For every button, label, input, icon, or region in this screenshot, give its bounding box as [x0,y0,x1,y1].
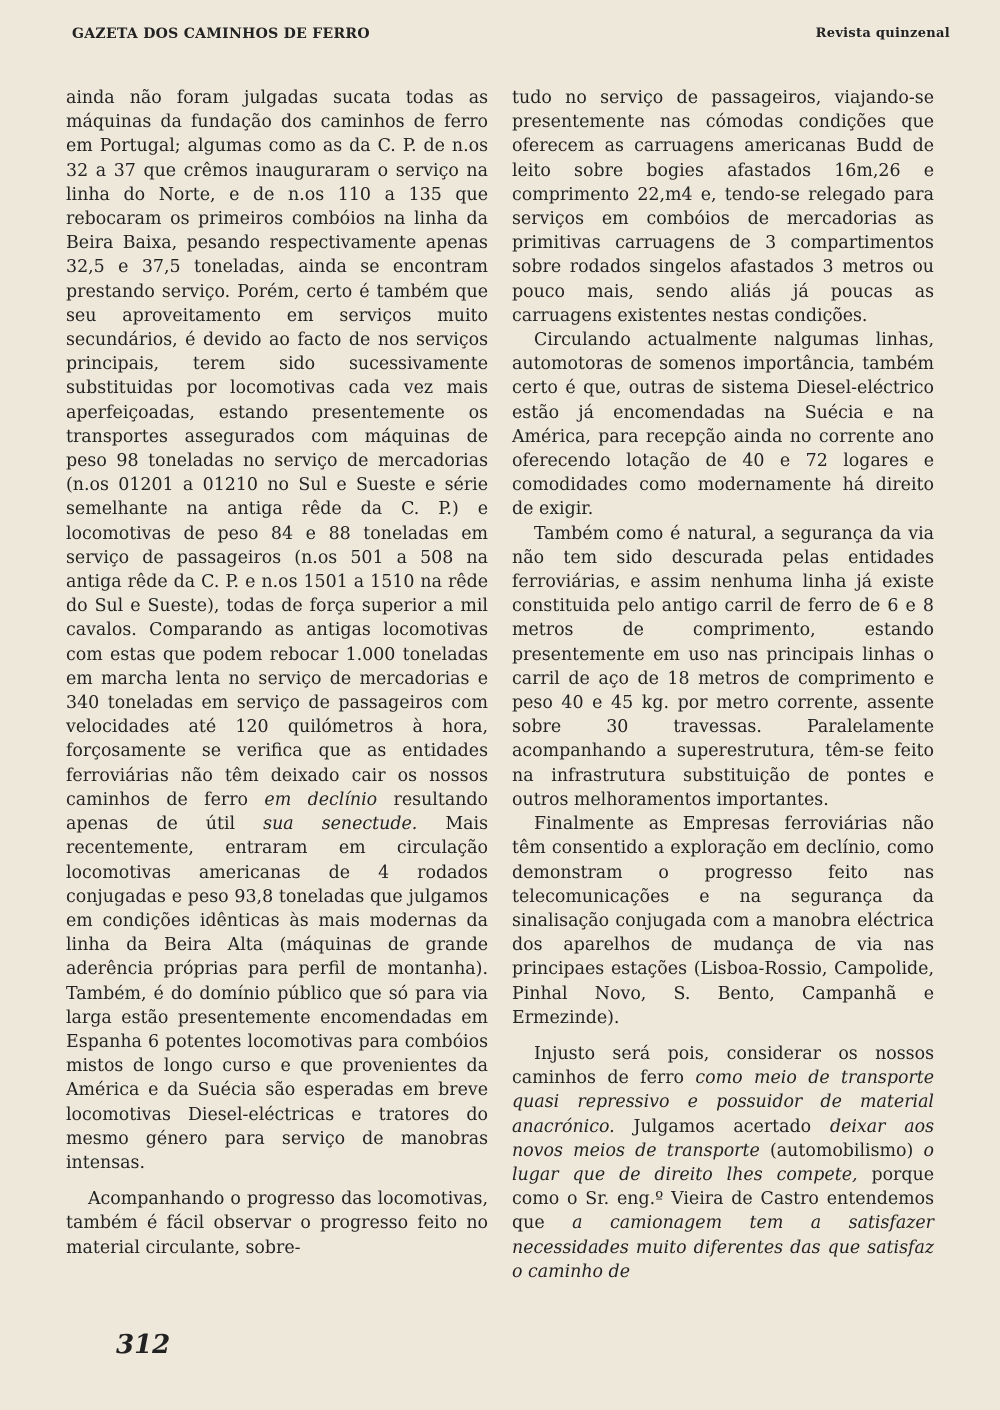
italic-phrase: deixar aos novos meios de transporte [512,1116,934,1161]
paragraph [66,86,488,1175]
paragraph-text: resultando apenas de útil [66,789,488,835]
paragraph: tudo no serviço de passageiros, viajando-se presentemente nas cómodas condições que oferecem as carruagens americanas Budd de leito sobre bogies afastados 16m,26 e comprimento 22,m4 e, tendo-se relegado para serviços em combóios de mercadorias as primitivas carruagens de 3 compartimentos sobre rodados singelos afastados 3 metros ou pouco mais, sendo aliás já poucas as carruagens existentes nestas condições. [512,88,934,326]
paragraph-text: (automobilismo) [770,1140,914,1161]
left-column [66,86,488,1260]
paragraph-text: ainda não foram julgadas sucata todas as máquinas da fundação dos caminhos de ferro em Portugal; algumas como as da C. P. de n.os 32 a 37 que crêmos inauguraram o serviço na linha do Norte, e de n.os 110 a 135 que rebocaram os primeiros combóios na linha da Beira Baixa, pesando respectivamente apenas 32,5 e 37,5 toneladas, ainda se encontram prestando serviço. Porém, certo é também que seu aproveitamento em serviços muito secundários, é devido ao facto de nos serviços principais, terem sido sucessivamente substituidas por locomotivas cada vez mais aperfeiçoadas, estando presentemente os transportes assegurados com máquinas de peso 98 toneladas no serviço de mercadorias (n.os 01201 a 01210 no Sul e Sueste e série semelhante na antiga rêde da C. P.) e locomotivas de peso 84 e 88 toneladas em serviço de passageiros (n.os 501 a 508 na antiga rêde da C. P. e n.os 1501 a 1510 na rêde do Sul e Sueste), todas de força superior a mil cavalos. Comparando as antigas locomotivas com estas que podem rebocar 1.000 toneladas em marcha lenta no serviço de mercadorias e 340 toneladas em serviço de passageiros com velocidades até 120 quilómetros à hora, forçosamente se verifica que as entidades ferroviárias não têm deixado cair os nossos caminhos de ferro [66,88,488,810]
paragraph: Também como é natural, a segurança da via não tem sido descurada pelas entidades ferroviárias, e assim nenhuma linha já existe constituida pelo antigo carril de ferro de 6 e 8 metros de comprimento, estando presentemente em uso nas principais linhas o carril de aço de 18 metros de comprimento e peso 40 e 45 kg. por metro corrente, assente sobre 30 travessas. Paralelamente acompanhando a superestrutura, têm-se feito na infrastrutura substituição de pontes e outros melhoramentos importantes. [512,523,934,810]
italic-phrase: em declínio [264,789,378,810]
paragraph: Circulando actualmente nalgumas linhas, automotoras de somenos importância, também certo é que, outras de sistema Diesel-eléctrico estão já encomendadas na Suécia e na América, para recepção ainda no corrente ano oferecendo lotação de 40 e 72 logares e comodidades como modernamente há direito de exigir. [512,330,934,520]
italic-phrase: como meio de transporte quasi repressivo e possuidor de material anacrónico. [512,1068,935,1137]
journal-title: GAZETA DOS CAMINHOS DE FERRO [72,26,370,42]
journal-subtitle: Revista quinzenal [815,26,950,41]
right-column [512,86,934,1284]
italic-phrase: sua senectude. [263,814,418,835]
paragraph-text: Julgamos acertado [633,1116,812,1137]
paragraph [512,1042,934,1284]
italic-phrase: o lugar que de direito lhes compete, [512,1140,935,1185]
paragraph-text: Injusto será pois, considerar os nossos caminhos de ferro [512,1043,934,1089]
running-header [72,26,950,48]
page-number: 312 [116,1330,171,1360]
paragraph-text: Mais recentemente, entraram em circulação locomotivas americanas de 4 rodados conjugadas e peso 93,8 toneladas que julgamos em condições idênticas às mais modernas da linha da Beira Alta (máquinas de grande aderência próprias para perfil de montanha). Também, é do domínio público que só para via larga estão presentemente encomendadas em Espanha 6 potentes locomotivas para combóios mistos de longo curso e que provenientes da América e da Suécia são esperadas em breve locomotivas Diesel-eléctricas e tratores do mesmo género para serviço de manobras intensas. [66,814,488,1173]
paragraph: Finalmente as Empresas ferroviárias não têm consentido a exploração em declínio, como demonstram o progresso feito nas telecomunicações e na segurança da sinalisação conjugada com a manobra eléctrica dos aparelhos de mudança de via nas principaes estações (Lisboa-Rossio, Campolide, Pinhal Novo, S. Bento, Campanhã e Ermezinde). [512,814,934,1028]
paragraph-text: porque como o Sr. eng.º Vieira de Castro entendemos que [512,1164,934,1234]
italic-phrase: a camionagem tem a satisfazer necessidades muito diferentes das que satisfaz o caminho de [512,1213,934,1282]
paragraph: Acompanhando o progresso das locomotivas, também é fácil observar o progresso feito no material circulante, sobre- [66,1189,488,1258]
